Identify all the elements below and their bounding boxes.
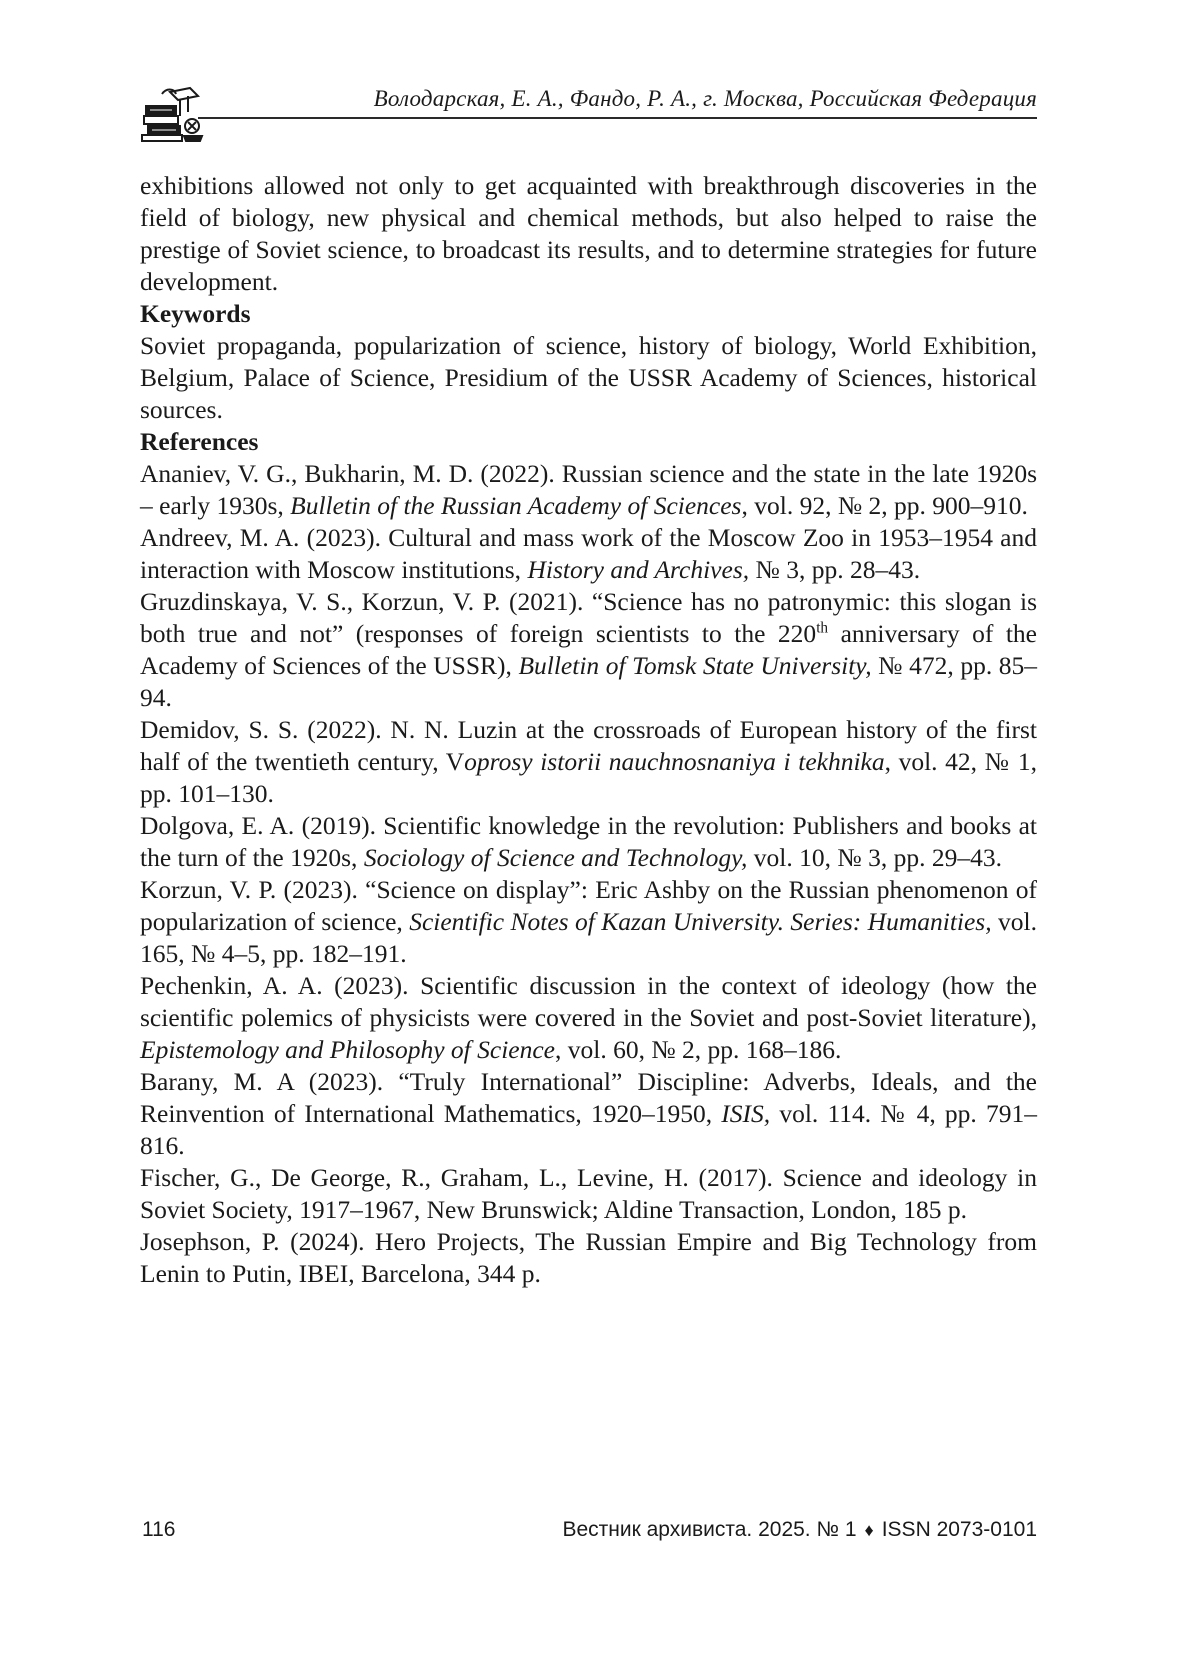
running-header <box>140 82 1037 144</box>
header-divider <box>198 117 1037 119</box>
issn: ISSN 2073-0101 <box>881 1518 1037 1541</box>
article-body <box>140 170 1037 1290</box>
reference-item: Fischer, G., De George, R., Graham, L., Levine, H. (2017). Science and ideology in Soviet Society, 1917–1967, New Brunswick; Aldine Transaction, London, 185 p. <box>140 1163 1037 1224</box>
reference-item: Barany, M. A (2023). “Truly International” Discipline: Adverbs, Ideals, and the Reinvention of International Mathematics, 1920–1950, ISIS, vol. 114. № 4, pp. 791–816. <box>140 1067 1037 1160</box>
reference-item: Demidov, S. S. (2022). N. N. Luzin at the crossroads of European history of the first half of the twentieth century, Voprosy istorii nauchnosnaniya i tekhnika, vol. 42, № 1, pp. 101–130. <box>140 715 1037 808</box>
reference-item: Pechenkin, A. A. (2023). Scientific discussion in the context of ideology (how the scientific polemics of physicists were covered in the Soviet and post-Soviet literature), Epistemology and Philosophy of Science, vol. 60, № 2, pp. 168–186. <box>140 971 1037 1064</box>
reference-item: Andreev, M. A. (2023). Cultural and mass work of the Moscow Zoo in 1953–1954 and interaction with Moscow institutions, History and Archives, № 3, pp. 28–43. <box>140 523 1037 584</box>
running-title: Володарская, Е. А., Фандо, Р. А., г. Москва, Российская Федерация <box>373 86 1037 111</box>
page-number: 116 <box>142 1518 176 1541</box>
books-and-scroll-logo-icon <box>140 86 206 144</box>
reference-item: Ananiev, V. G., Bukharin, M. D. (2022). Russian science and the state in the late 1920s – early 1930s, Bulletin of the Russian Academy of Sciences, vol. 92, № 2, pp. 900–910. <box>140 459 1037 520</box>
journal-info <box>562 1518 1037 1542</box>
reference-item: Korzun, V. P. (2023). “Science on display”: Eric Ashby on the Russian phenomenon of popularization of science, Scientific Notes of Kazan University. Series: Humanities, vol. 165, № 4–5, pp. 182–191. <box>140 875 1038 968</box>
diamond-separator-icon: ♦ <box>864 1520 874 1540</box>
reference-item: Josephson, P. (2024). Hero Projects, The Russian Empire and Big Technology from Lenin to Putin, IBEI, Barcelona, 344 p. <box>140 1227 1037 1288</box>
page-footer <box>140 1518 1037 1548</box>
abstract-tail: exhibitions allowed not only to get acquainted with breakthrough discoveries in the field of biology, new physical and chemical methods, but also helped to raise the prestige of Soviet science, to broadcast its results, and to determine strategies for future development. <box>140 171 1037 296</box>
journal-name: Вестник архивиста. 2025. № 1 <box>562 1518 857 1541</box>
keywords-heading: Keywords <box>140 299 251 328</box>
reference-item: Gruzdinskaya, V. S., Korzun, V. P. (2021). “Science has no patronymic: this slogan is both true and not” (responses of foreign scientists to the 220th anniversary of the Academy of Sciences of the USSR), Bulletin of Tomsk State University, № 472, pp. 85–94. <box>140 587 1038 712</box>
keywords-text: Soviet propaganda, popularization of science, history of biology, World Exhibition, Belgium, Palace of Science, Presidium of the USSR Academy of Sciences, historical sources. <box>140 331 1037 424</box>
references-heading: References <box>140 427 259 456</box>
reference-item: Dolgova, E. A. (2019). Scientific knowledge in the revolution: Publishers and books at the turn of the 1920s, Sociology of Science and Technology, vol. 10, № 3, pp. 29–43. <box>140 811 1037 872</box>
